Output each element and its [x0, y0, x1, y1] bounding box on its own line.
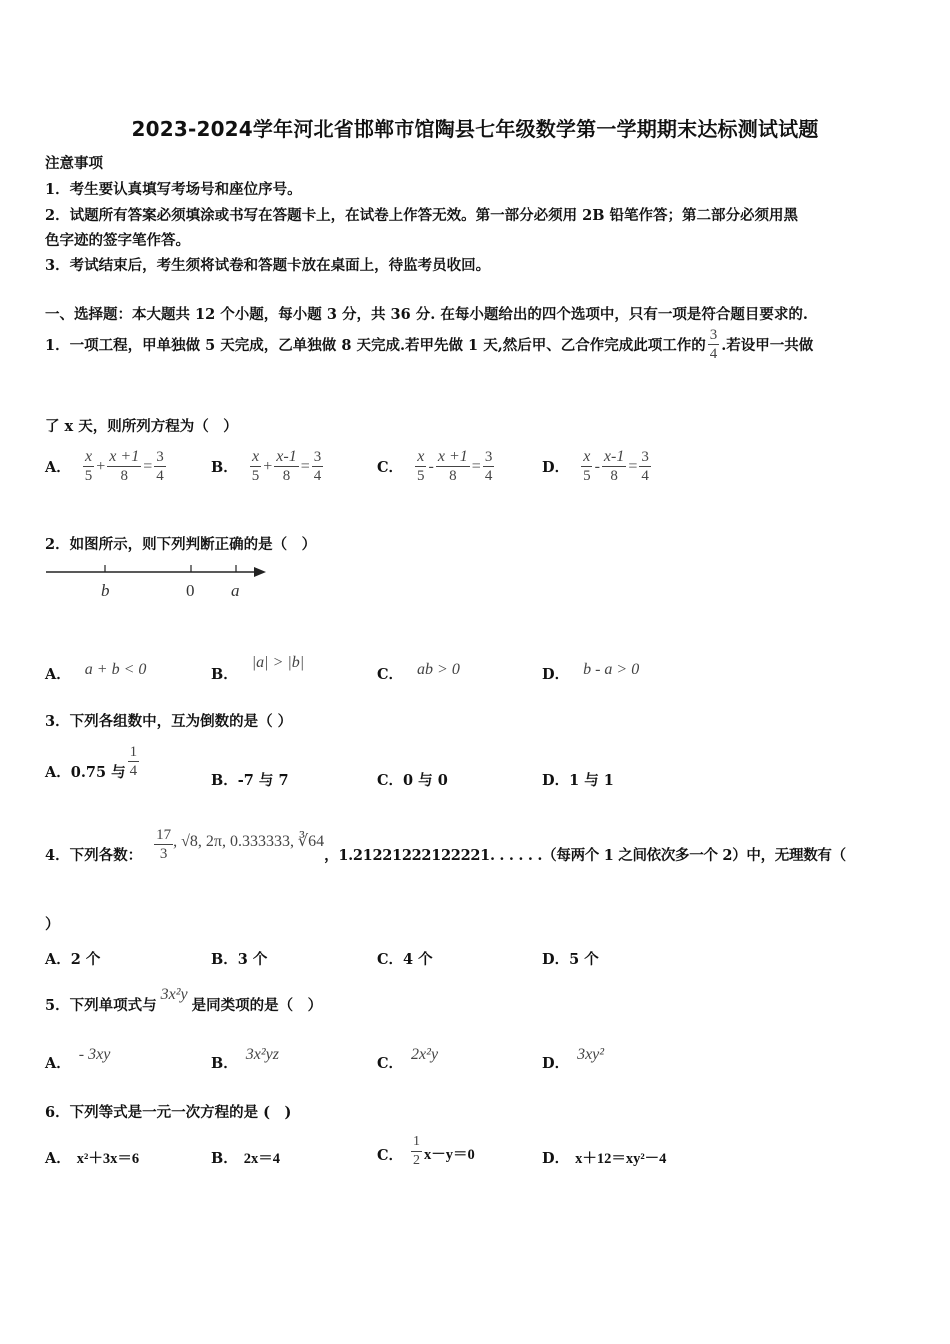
- option-label: D．: [542, 666, 570, 683]
- question-5: [45, 984, 323, 1014]
- question-2-option-b[interactable]: [211, 652, 305, 683]
- term-numerator: x: [583, 448, 591, 465]
- option-text: 5 个: [569, 951, 599, 968]
- question-3-option-c[interactable]: [377, 769, 448, 790]
- option-label: B．: [211, 1150, 238, 1167]
- option-text: -7 与 7: [237, 772, 289, 789]
- question-4-option-a[interactable]: [45, 948, 100, 969]
- option-label: C．: [377, 666, 404, 683]
- option-expression: a + b < 0: [84, 660, 147, 678]
- option-text: 0 与 0: [403, 772, 448, 789]
- question-2-option-d[interactable]: [542, 659, 640, 683]
- term-numerator: x-1: [603, 448, 625, 465]
- question-4-option-c[interactable]: [377, 948, 433, 969]
- option-text: x＋12＝xy²－4: [575, 1151, 667, 1167]
- question-4-text-c: ）: [45, 916, 60, 933]
- question-1-option-d[interactable]: [542, 448, 651, 485]
- option-text: 1 与 1: [569, 772, 614, 789]
- fraction-numerator: 1: [129, 744, 138, 760]
- option-text: 0.75 与: [70, 764, 126, 781]
- question-3-option-b[interactable]: [211, 769, 289, 790]
- operator: -: [428, 457, 434, 475]
- fraction-numerator: 17: [156, 827, 172, 843]
- option-label: D．: [542, 951, 570, 968]
- number-list: , √8, 2π, 0.333333, ∛64: [173, 832, 325, 850]
- fraction-denominator: 4: [129, 763, 138, 779]
- term-numerator: 3: [313, 449, 322, 465]
- term-denominator: 8: [120, 468, 128, 484]
- question-1-option-c[interactable]: [377, 448, 494, 485]
- question-4-option-d[interactable]: [542, 948, 599, 969]
- term-numerator: 3: [484, 449, 493, 465]
- label-b: b: [101, 581, 110, 600]
- option-label: B．: [211, 772, 238, 789]
- equals-sign: =: [143, 457, 153, 475]
- question-5-option-a[interactable]: [45, 1044, 111, 1072]
- option-label: D．: [542, 1055, 570, 1072]
- number-line-arrow-icon: [254, 567, 266, 577]
- question-3-option-d[interactable]: [542, 769, 614, 790]
- question-4-text: 4．下列各数：: [45, 847, 143, 864]
- notice-heading: 注意事项: [45, 155, 103, 172]
- option-label: C．: [377, 1055, 404, 1072]
- fraction-denominator: 4: [709, 346, 718, 362]
- term-numerator: x: [84, 448, 93, 465]
- option-label: D．: [542, 459, 570, 476]
- question-2-option-c[interactable]: [377, 659, 460, 683]
- term-numerator: x +1: [109, 448, 140, 465]
- equals-sign: =: [471, 457, 481, 475]
- label-a: a: [231, 581, 240, 600]
- option-label: A．: [45, 1150, 71, 1167]
- question-4-text-b: ，1.21221222122221. . . . . .（每两个 1 之间依次多一个 2）中，无理数有（: [324, 847, 846, 864]
- question-3-option-a[interactable]: [45, 743, 139, 780]
- question-2-option-a[interactable]: [45, 659, 147, 683]
- question-3-text: 3．下列各组数中，互为倒数的是（ ）: [45, 713, 293, 730]
- term-numerator: 3: [641, 449, 649, 465]
- question-6-option-b[interactable]: [211, 1147, 280, 1168]
- term-denominator: 8: [610, 468, 618, 484]
- term-denominator: 4: [641, 468, 649, 484]
- term-denominator: 4: [156, 468, 164, 484]
- option-label: B．: [211, 459, 238, 476]
- term-denominator: 8: [449, 468, 457, 484]
- option-label: A．: [45, 666, 71, 683]
- term-denominator: 5: [583, 468, 591, 484]
- option-label: C．: [377, 772, 404, 789]
- question-6-text: 6．下列等式是一元一次方程的是 ( ): [45, 1104, 292, 1121]
- operator: -: [594, 457, 600, 475]
- question-1-text-c: 了 x 天，则所列方程为（ ）: [45, 418, 238, 435]
- option-expression: - 3xy: [78, 1045, 111, 1063]
- question-5-option-c[interactable]: [377, 1044, 439, 1072]
- fraction-denominator: 2: [413, 1153, 421, 1168]
- option-text: 2x＝4: [243, 1151, 281, 1167]
- option-label: B．: [211, 1055, 238, 1072]
- option-text: 3 个: [237, 951, 268, 968]
- option-text: 2 个: [70, 951, 101, 968]
- option-expression: 3xy²: [577, 1045, 605, 1063]
- operator: +: [263, 457, 273, 475]
- equals-sign: =: [628, 457, 638, 475]
- option-label: A．: [45, 764, 71, 781]
- term-denominator: 8: [282, 468, 291, 484]
- option-text: 4 个: [403, 951, 433, 968]
- option-label: C．: [377, 951, 404, 968]
- question-4-option-b[interactable]: [211, 948, 267, 969]
- option-label: A．: [45, 459, 71, 476]
- question-5-monomial: 3x²y: [160, 985, 188, 1003]
- question-1: [45, 326, 813, 363]
- option-label: D．: [542, 1150, 570, 1167]
- notice-item-1: 1．考生要认真填写考场号和座位序号。: [45, 181, 302, 198]
- option-text: x²＋3x＝6: [76, 1151, 140, 1167]
- option-expression: b - a > 0: [583, 660, 640, 678]
- question-5-text-b: 是同类项的是（ ）: [191, 997, 323, 1014]
- term-numerator: x +1: [437, 448, 468, 465]
- question-1-option-b[interactable]: [211, 448, 323, 485]
- fraction-denominator: 3: [159, 846, 168, 862]
- term-denominator: 5: [251, 468, 260, 484]
- option-label: B．: [211, 951, 238, 968]
- question-5-text: 5．下列单项式与: [45, 997, 157, 1014]
- term-numerator: x: [251, 448, 260, 465]
- option-label: C．: [377, 459, 404, 476]
- section-heading: 一、选择题：本大题共 12 个小题，每小题 3 分，共 36 分. 在每小题给出的四个选项中，只有一项是符合题目要求的.: [45, 306, 808, 323]
- question-1-text: 1．一项工程，甲单独做 5 天完成，乙单独做 8 天完成.若甲先做 1 天,然后甲、乙合作完成此项工作的: [45, 337, 706, 354]
- question-6-option-d[interactable]: [542, 1147, 666, 1168]
- term-denominator: 4: [313, 468, 322, 484]
- term-numerator: 3: [156, 449, 164, 465]
- option-expression: 3x²yz: [245, 1045, 279, 1063]
- term-denominator: 4: [484, 468, 493, 484]
- fraction-numerator: 1: [411, 1133, 422, 1152]
- question-5-option-b[interactable]: [211, 1044, 279, 1072]
- option-label: C．: [377, 1147, 404, 1164]
- option-expression: 2x²y: [411, 1045, 439, 1063]
- question-6-option-a[interactable]: [45, 1147, 139, 1168]
- equals-sign: =: [300, 457, 310, 475]
- option-label: B．: [211, 666, 238, 683]
- notice-item-2-cont: 色字迹的签字笔作答。: [45, 232, 190, 249]
- question-1-fraction: [708, 326, 720, 363]
- question-1-text-b: .若设甲一共做: [721, 337, 814, 354]
- question-2-text: 2．如图所示，则下列判断正确的是（ ）: [45, 536, 317, 553]
- option-expression: ab > 0: [417, 660, 460, 678]
- option-text: x－y＝0: [424, 1147, 475, 1163]
- term-numerator: x: [417, 448, 425, 465]
- option-expression: |a| > |b|: [251, 653, 305, 671]
- option-label: A．: [45, 1055, 71, 1072]
- fraction-numerator: 3: [709, 327, 718, 343]
- page-title: 2023-2024学年河北省邯郸市馆陶县七年级数学第一学期期末达标测试试题: [131, 117, 819, 141]
- question-5-option-d[interactable]: [542, 1044, 605, 1072]
- question-6-option-c[interactable]: [377, 1133, 475, 1170]
- number-line-diagram: [44, 560, 274, 610]
- option-label: A．: [45, 951, 71, 968]
- term-denominator: 5: [417, 468, 425, 484]
- term-numerator: x-1: [276, 448, 297, 465]
- operator: +: [96, 457, 106, 475]
- question-4: [45, 826, 846, 863]
- notice-item-2: 2．试题所有答案必须填涂或书写在答题卡上，在试卷上作答无效。第一部分必须用 2B 铅笔作答；第二部分必须用黑: [45, 207, 799, 224]
- question-1-option-a[interactable]: [45, 448, 166, 485]
- term-denominator: 5: [84, 468, 93, 484]
- notice-item-3: 3．考试结束后，考生须将试卷和答题卡放在桌面上，待监考员收回。: [45, 257, 491, 274]
- option-label: D．: [542, 772, 570, 789]
- label-0: 0: [186, 581, 195, 600]
